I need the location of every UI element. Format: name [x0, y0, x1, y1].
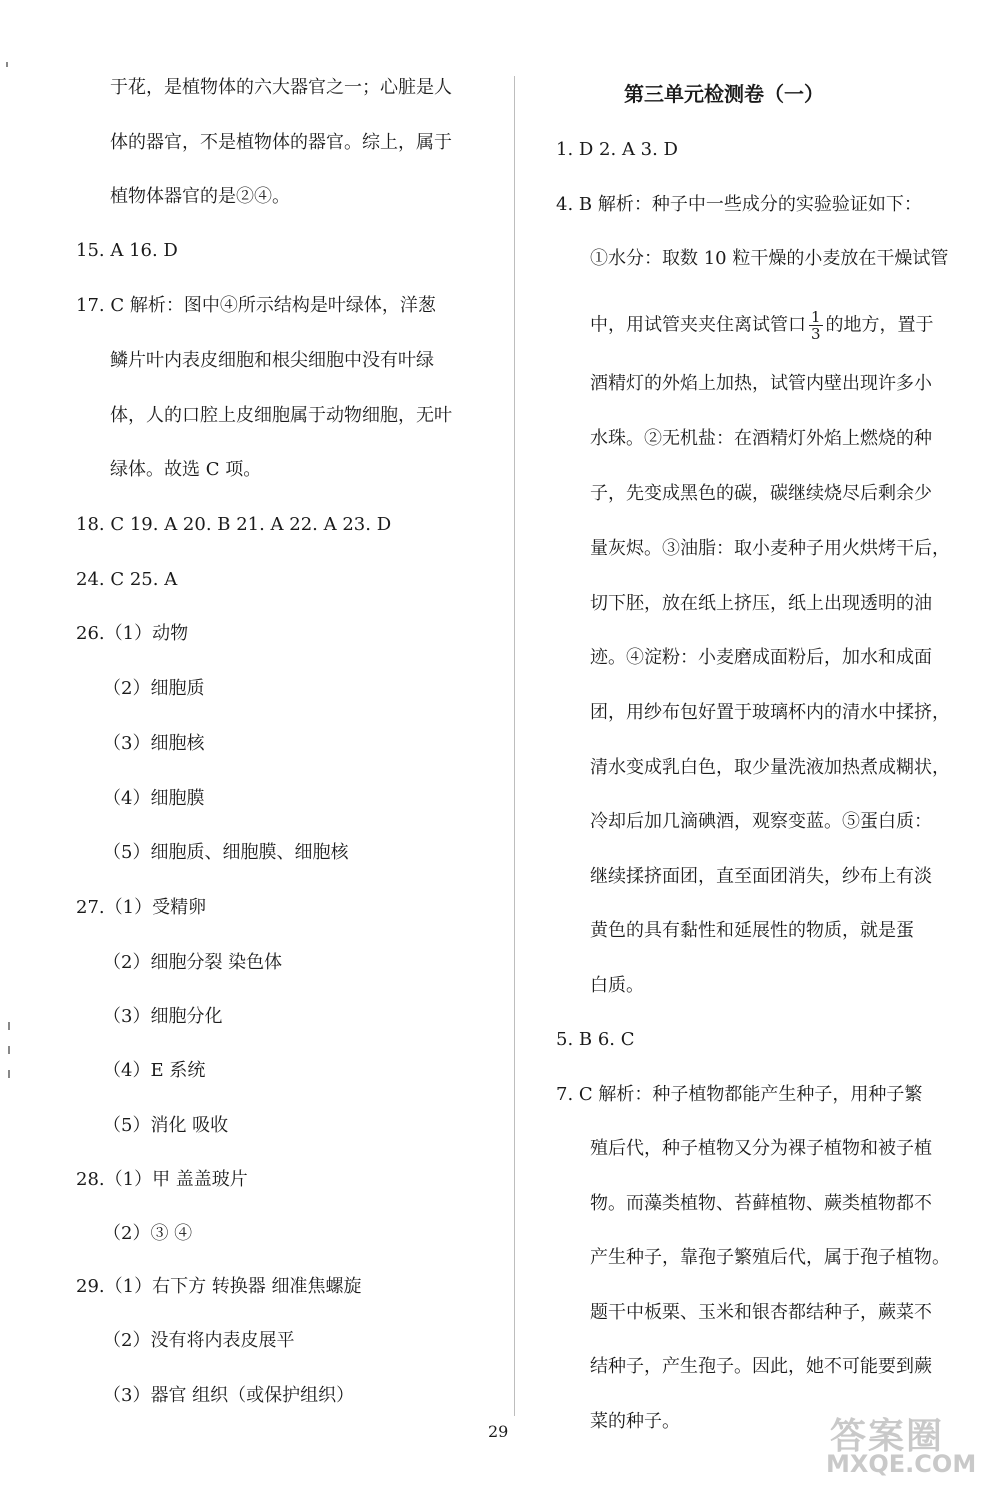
text-line: 团，用纱布包好置于玻璃杯内的清水中揉挤，	[590, 702, 950, 723]
text-line: 绿体。故选 C 项。	[110, 459, 262, 480]
scan-speck	[8, 1046, 10, 1054]
text-line: 冷却后加几滴碘酒，观察变蓝。⑤蛋白质：	[590, 811, 932, 832]
sub-answer: （3）器官 组织（或保护组织）	[103, 1385, 355, 1406]
fraction-before: 中，用试管夹夹住离试管口	[590, 314, 806, 336]
text-line: 清水变成乳白色，取少量洗液加热煮成糊状，	[590, 757, 950, 778]
answer-line: 26.（1）动物	[76, 623, 189, 644]
sub-answer: （2）③ ④	[103, 1223, 193, 1244]
section-title: 第三单元检测卷（一）	[624, 82, 824, 106]
text-line: 结种子，产生孢子。因此，她不可能要到蕨	[590, 1356, 932, 1377]
sub-answer: （2）没有将内表皮展平	[103, 1330, 295, 1351]
sub-answer: （4）细胞膜	[103, 788, 205, 809]
text-line: 体，人的口腔上皮细胞属于动物细胞，无叶	[110, 405, 452, 426]
answer-line: 5. B 6. C	[556, 1029, 635, 1050]
page-number: 29	[488, 1422, 509, 1441]
scan-speck	[8, 1022, 10, 1030]
text-line: 鳞片叶内表皮细胞和根尖细胞中没有叶绿	[110, 350, 434, 371]
text-line: 白质。	[590, 975, 644, 996]
fraction-text-line	[590, 309, 934, 342]
fraction-denominator: 3	[811, 325, 821, 343]
scan-speck	[8, 1070, 10, 1078]
text-line: 迹。④淀粉：小麦磨成面粉后，加水和成面	[590, 647, 932, 668]
column-divider	[514, 76, 515, 1416]
text-line: 黄色的具有黏性和延展性的物质，就是蛋	[590, 920, 914, 941]
answer-line: 28.（1）甲 盖盖玻片	[76, 1169, 248, 1190]
text-line: 量灰烬。③油脂：取小麦种子用火烘烤干后，	[590, 538, 950, 559]
text-line: 酒精灯的外焰上加热，试管内壁出现许多小	[590, 373, 932, 394]
sub-answer: （2）细胞分裂 染色体	[103, 952, 283, 973]
text-line: 菜的种子。	[590, 1411, 680, 1432]
sub-answer: （3）细胞分化	[103, 1006, 223, 1027]
text-line: 题干中板栗、玉米和银杏都结种子，蕨菜不	[590, 1302, 932, 1323]
watermark-bottom: MXQE.COM	[826, 1450, 977, 1478]
text-line: 切下胚，放在纸上挤压，纸上出现透明的油	[590, 593, 932, 614]
text-line: 继续揉挤面团，直至面团消失，纱布上有淡	[590, 866, 932, 887]
answer-line: 27.（1）受精卵	[76, 897, 207, 918]
text-line: 水珠。②无机盐：在酒精灯外焰上燃烧的种	[590, 428, 932, 449]
text-line: 植物体器官的是②④。	[110, 186, 290, 207]
text-line: 殖后代，种子植物又分为裸子植物和被子植	[590, 1138, 932, 1159]
text-line: 物。而藻类植物、苔藓植物、蕨类植物都不	[590, 1193, 932, 1214]
sub-answer: （5）细胞质、细胞膜、细胞核	[103, 842, 349, 863]
answer-line: 17. C 解析：图中④所示结构是叶绿体，洋葱	[76, 295, 436, 316]
sub-answer: （2）细胞质	[103, 678, 205, 699]
answer-line: 7. C 解析：种子植物都能产生种子，用种子繁	[556, 1084, 923, 1105]
answer-line: 18. C 19. A 20. B 21. A 22. A 23. D	[76, 514, 392, 535]
text-line: ①水分：取数 10 粒干燥的小麦放在干燥试管	[590, 248, 949, 269]
fraction-numerator: 1	[811, 308, 821, 326]
sub-answer: （4）E 系统	[103, 1060, 206, 1081]
scan-speck	[6, 62, 8, 67]
answer-line: 29.（1）右下方 转换器 细准焦螺旋	[76, 1276, 362, 1297]
watermark-logo	[820, 1408, 985, 1480]
answer-line: 15. A 16. D	[76, 240, 178, 261]
answer-line: 24. C 25. A	[76, 569, 178, 590]
text-line: 体的器官，不是植物体的器官。综上，属于	[110, 132, 452, 153]
text-line: 于花，是植物体的六大器官之一；心脏是人	[110, 77, 452, 98]
fraction-after: 的地方，置于	[825, 314, 934, 336]
sub-answer: （5）消化 吸收	[103, 1115, 229, 1136]
sub-answer: （3）细胞核	[103, 733, 205, 754]
answer-line: 4. B 解析：种子中一些成分的实验验证如下：	[556, 194, 922, 215]
answer-line: 1. D 2. A 3. D	[556, 139, 678, 160]
text-line: 子，先变成黑色的碳，碳继续烧尽后剩余少	[590, 483, 932, 504]
fraction	[809, 309, 823, 342]
watermark-top: 答案圈	[830, 1415, 945, 1457]
text-line: 产生种子，靠孢子繁殖后代，属于孢子植物。	[590, 1247, 950, 1268]
